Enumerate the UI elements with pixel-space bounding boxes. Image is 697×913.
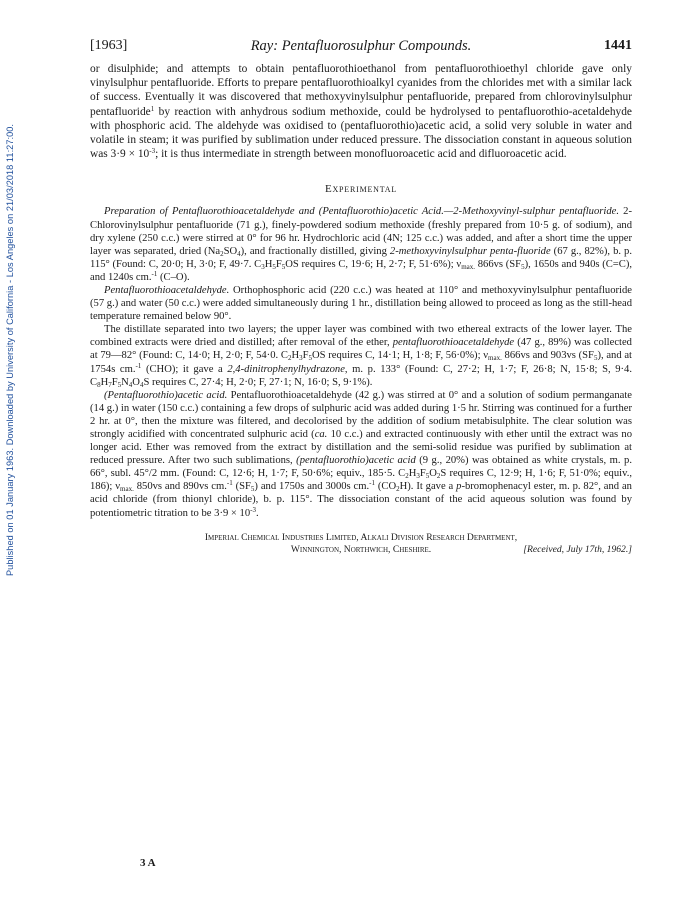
exponent: -3 — [149, 147, 156, 156]
text-run: (47 g., 89%) was collected at 79—82° (Found: C, 14·0; H, 2·0; F, 54·0. C — [90, 337, 632, 362]
subscript: max. — [120, 485, 134, 494]
text-run: -bromophenacyl ester, m. p. 82°, and an acid chloride (from thionyl chloride), b. p. 115°. The dissociation constant of the acid aqueous solution was found by potentiometric titration to be 3·9 × 10 — [90, 481, 632, 519]
text-run: (67 g., 82%), b. p. 115° (Found: C, 20·0; H, 3·0; F, 49·7. C — [90, 245, 633, 270]
derivative-name: 2,4-dinitrophenylhydrazone — [227, 363, 345, 375]
subscript: 5 — [521, 262, 525, 271]
subscript: 4 — [128, 380, 133, 389]
text-run: F — [302, 350, 309, 362]
text-run: O — [132, 376, 140, 388]
text-run: 2-Chlorovinylsulphur pentafluoride (71 g.), finely-powdered sodium methoxide (freshly prepared from 10·5 g. of sodium), and dry xylene (250 c.c.) were stirred at 0° for 96 hr. Hydrochloric acid (4 — [90, 206, 632, 244]
subscript: 5 — [308, 354, 312, 363]
subsection-title: (Pentafluorothio)acetic acid. — [104, 389, 228, 401]
subscript: 2 — [436, 472, 441, 481]
text-run: H — [100, 376, 109, 388]
subsection-title: Preparation of Pentafluorothioacetaldehyde and (Pentafluorothio)acetic Acid.—2-Methoxyvinyl-sulphur pentafluoride. — [104, 206, 619, 218]
received-date: [Received, July 17th, 1962.] — [523, 543, 632, 555]
text-run: 10 c.c.) and extracted continuously with ether until the extract was no longer acid. Ether was removed from the extract by distillation and the semi-solid residue was purified by sublimation at reduced pressure. After two such sublimations, — [90, 429, 632, 467]
methoxyvinyl-paragraph — [90, 205, 632, 284]
subscript: 3 — [416, 472, 420, 481]
subscript: 2 — [220, 249, 224, 258]
intro-text-1: or disulphide; and attempts to obtain pentafluorothioethanol from pentafluorothioethyl chloride gave only vinylsulphur pentafluoride. Efforts to prepare pentafluorothioalkyl cyanides from the chlorides met with a similar lack of success. Eventually it was discovered that methoxyvinylsulphur pentafluoride, prepared from chlorovinylsulphur pentafluoride — [90, 63, 632, 118]
text-run: F — [111, 376, 118, 388]
subscript: 5 — [117, 380, 122, 389]
running-header — [90, 38, 632, 60]
subsection-title: Pentafluorothioacetaldehyde. — [104, 284, 230, 296]
text-run: 866vs (SF — [475, 258, 522, 270]
text-run: H — [291, 350, 300, 362]
text-run: S requires C, 12·9; H, 1·6; F, 51·0%; equiv., 186); ν — [90, 468, 632, 493]
experimental-heading-text: Experimental — [324, 183, 398, 196]
distillate-paragraph — [90, 323, 632, 388]
superscript: -3 — [250, 505, 256, 514]
normality-symbol: N — [392, 232, 400, 244]
text-run: Orthophosphoric acid (220 c.c.) was heated at 110° and methoxyvinylsulphur pentafluoride (57 g.) and water (50 c.c.) were added simultaneously during 1 hr., distillation being allowed to proceed as long as the still-head temperature remained below 90°. — [90, 284, 632, 323]
text-run: H — [408, 468, 417, 480]
intro-paragraph — [90, 62, 632, 161]
journal-page — [90, 38, 632, 556]
subscript: 2 — [287, 354, 292, 363]
affiliation-block — [90, 532, 632, 556]
text-run: OS requires C, 14·1; H, 1·8; F, 56·0%); ν — [312, 350, 489, 362]
subscript: 5 — [593, 354, 598, 363]
page-number: 1441 — [604, 38, 632, 53]
aldehyde-paragraph — [90, 284, 632, 323]
subscript: 4 — [139, 380, 144, 389]
text-run: H — [264, 258, 273, 270]
affiliation-line-1: Imperial Chemical Industries Limited, Alkali Division Research Department, — [204, 531, 518, 543]
header-title: Ray: Pentafluorosulphur Compounds. — [250, 38, 472, 54]
product-name: pentafluorothioacetaldehyde — [392, 337, 515, 349]
text-run: (9 g., 20%) was obtained as white crystals, m. p. 66°, subl. 45°/2 mm. (Found: C, 12·6; H, 1·7; F, 50·6%; equiv., 185·5. C — [90, 455, 632, 480]
text-run: O — [429, 468, 437, 480]
intro-text-2: by reaction with anhydrous sodium methoxide, could be hydrolysed to pentafluorothio-acetaldehyde with phosphoric acid. The aldehyde was oxidised to (pentafluorothio)acetic acid, a solid very soluble in water and volatile in steam; it was purified by sublimation under reduced pressure. The dissociation constant in aqueous solution was 3·9 × 10 — [90, 105, 632, 161]
header-year: [1963] — [90, 38, 128, 53]
subscript: 5 — [272, 262, 276, 271]
text-run: , m. p. 133° (Found: C, 27·2; H, 1·7; F, 26·8; N, 15·8; S, 9·4. C — [90, 363, 632, 388]
intro-text-3: ; it is thus intermediate in strength between monofluoroacetic acid and difluoroacetic acid. — [155, 148, 567, 161]
text-run: 866vs and 903vs (SF — [501, 350, 594, 362]
subscript: 3 — [261, 262, 265, 271]
text-run: S requires C, 27·4; H, 2·0; F, 27·1; N, 16·0; S, 9·1%). — [143, 376, 373, 388]
text-run: N — [121, 376, 129, 388]
experimental-section — [90, 205, 632, 519]
subscript: 5 — [281, 262, 286, 271]
text-run: ; 125 c.c.) was added, and after a short time the upper layer was separated, dried (Na — [90, 232, 633, 257]
product-name: (pentafluorothio)acetic acid — [296, 455, 416, 467]
affiliation-line-2-row — [90, 544, 632, 556]
superscript: -1 — [151, 269, 158, 278]
para-prefix: p — [456, 481, 462, 493]
subscript: max. — [461, 262, 476, 271]
affiliation-line-2: Winnington, Northwich, Cheshire. — [290, 543, 432, 555]
text-run: (CO — [375, 481, 397, 493]
superscript: -1 — [369, 479, 375, 488]
text-run: Pentafluorothioacetaldehyde (42 g.) was stirred at 0° and a solution of sodium permanganate (14 g.) in water (150 c.c.) containing a few drops of sulphuric acid was added during 1·5 hr. Stirring was continued for a further 2 hr. at 0°, then the mixture was filtered, and decolorised by the addition of sodium metabisulphite. The clear solution was strongly acidified with concentrated sulphuric acid ( — [90, 389, 632, 441]
subscript: 3 — [299, 354, 303, 363]
text-run: (SF — [232, 481, 251, 493]
superscript: -1 — [226, 479, 233, 488]
text-run: OS requires C, 19·6; H, 2·7; F, 51·6%); ν — [285, 258, 462, 270]
subscript: 4 — [237, 249, 241, 258]
text-run: The distillate separated into two layers; the upper layer was combined with two ethereal extracts of the lower layer. The combined extracts were dried and distilled; after removal of the ether, — [90, 324, 632, 349]
reference-marker: 1 — [150, 104, 155, 113]
text-run: (C–O). — [157, 271, 190, 283]
text-run: ), and fractionally distilled, giving — [240, 245, 390, 257]
subscript: 7 — [108, 380, 112, 389]
circa-abbrev: ca. — [314, 429, 328, 441]
text-run: ), and at 1754s cm. — [90, 350, 632, 375]
text-run: F — [419, 468, 426, 480]
experimental-heading — [90, 183, 632, 195]
text-run: F — [275, 258, 282, 270]
text-run: ), 1650s and 940s (C=C), and 1240s cm. — [90, 258, 633, 283]
download-notice-sidebar — [0, 90, 20, 610]
download-notice-text: Published on 01 January 1963. Downloaded by University of California - Los Angeles on 21/03/2018 11:27:00. — [5, 123, 15, 577]
text-run: . — [255, 507, 259, 519]
text-run: H). It gave a — [399, 481, 457, 493]
signature-mark: 3 A — [140, 857, 156, 869]
text-run: (CHO); it gave a — [141, 363, 228, 375]
text-run: SO — [223, 245, 238, 257]
superscript: -1 — [135, 361, 142, 370]
text-run: 850vs and 890vs cm. — [133, 481, 227, 493]
subscript: 2 — [405, 472, 409, 481]
subscript: 5 — [250, 485, 255, 494]
subscript: 2 — [396, 485, 400, 494]
text-run: ) and 1750s and 3000s cm. — [254, 481, 370, 493]
subscript: 8 — [97, 380, 101, 389]
product-name: 2-methoxyvinylsulphur penta-fluoride — [389, 245, 551, 257]
subscript: 5 — [425, 472, 430, 481]
acetic-acid-paragraph — [90, 389, 632, 520]
subscript: max. — [488, 354, 502, 363]
